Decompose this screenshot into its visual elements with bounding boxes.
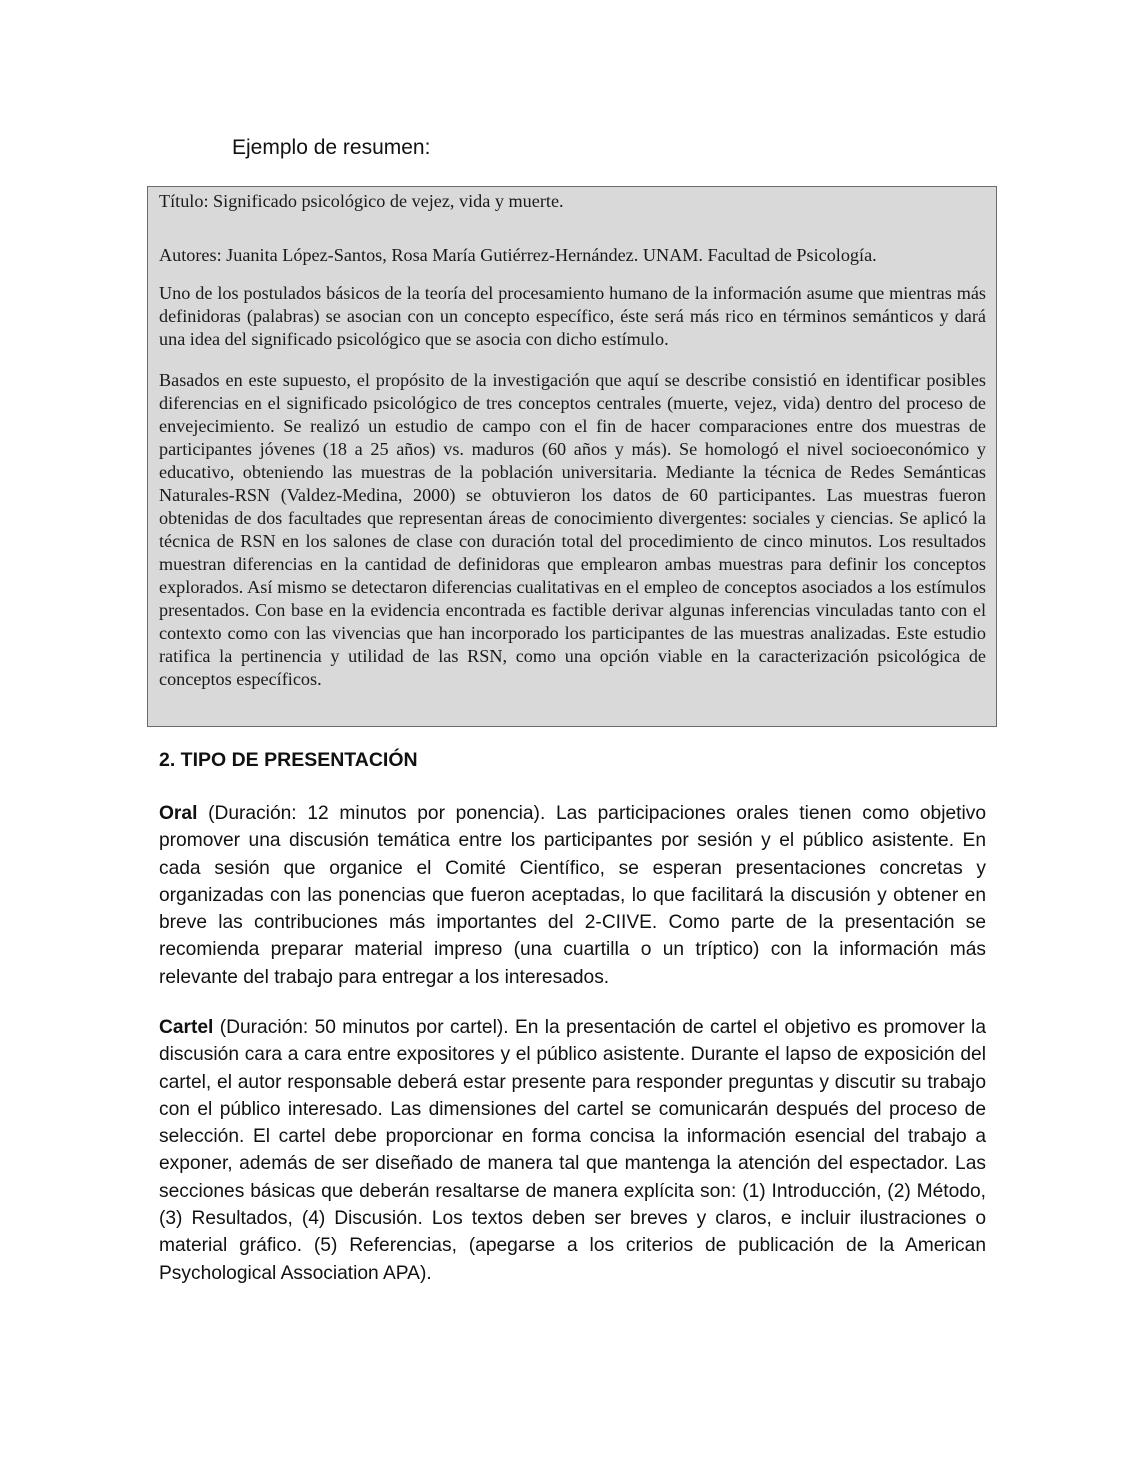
abstract-authors: Autores: Juanita López-Santos, Rosa María Gutiérrez-Hernández. UNAM. Facultad de Psicología. xyxy=(159,245,877,265)
section-heading: 2. TIPO DE PRESENTACIÓN xyxy=(159,749,418,771)
cartel-description xyxy=(159,1014,986,1287)
cartel-lead: Cartel xyxy=(159,1017,214,1038)
cartel-text: (Duración: 50 minutos por cartel). En la presentación de cartel el objetivo es promover la discusión cara a cara entre expositores y el público asistente. Durante el lapso de exposición del cartel, el autor responsable deberá estar presente para responder preguntas y discutir su trabajo con el público interesado. Las dimensiones del cartel se comunicarán después del proceso de selección. El cartel debe proporcionar en forma concisa la información esencial del trabajo a exponer, además de ser diseñado de manera tal que mantenga la atención del espectador. Las secciones básicas que deberán resaltarse de manera explícita son: (1) Introducción, (2) Método, (3) Resultados, (4) Discusión. Los textos deben ser breves y claros, e incluir ilustraciones o material gráfico. (5) Referencias, (apegarse a los criterios de publicación de la American Psychological Association APA). xyxy=(159,1017,986,1284)
abstract-box xyxy=(147,186,997,727)
cartel-paragraph xyxy=(159,1014,986,1287)
oral-paragraph xyxy=(159,800,986,991)
oral-description xyxy=(159,800,986,991)
example-abstract-label: Ejemplo de resumen: xyxy=(232,136,431,159)
abstract-title: Título: Significado psicológico de vejez, vida y muerte. xyxy=(159,191,564,211)
oral-lead: Oral xyxy=(159,803,198,824)
abstract-paragraph-1: Uno de los postulados básicos de la teoría del procesamiento humano de la información asume que mientras más definidoras (palabras) se asocian con un concepto específico, éste será más rico en términos semánticos y dará una idea del significado psicológico que se asocia con dicho estímulo. xyxy=(159,283,986,349)
oral-text: (Duración: 12 minutos por ponencia). Las participaciones orales tienen como objetivo promover una discusión temática entre los participantes por sesión y el público asistente. En cada sesión que organice el Comité Científico, se esperan presentaciones concretas y organizadas con las ponencias que fueron aceptadas, lo que facilitará la discusión y obtener en breve las contribuciones más importantes del 2-CIIVE. Como parte de la presentación se recomienda preparar material impreso (una cuartilla o un tríptico) con la información más relevante del trabajo para entregar a los interesados. xyxy=(159,803,986,988)
abstract-paragraph-2: Basados en este supuesto, el propósito de la investigación que aquí se describe consistió en identificar posibles diferencias en el significado psicológico de tres conceptos centrales (muerte, vejez, vida) dentro del proceso de envejecimiento. Se realizó un estudio de campo con el fin de hacer comparaciones entre dos muestras de participantes jóvenes (18 a 25 años) vs. maduros (60 años y más). Se homologó el nivel socioeconómico y educativo, obteniendo las muestras de la población universitaria. Mediante la técnica de Redes Semánticas Naturales-RSN (Valdez-Medina, 2000) se obtuvieron los datos de 60 participantes. Las muestras fueron obtenidas de dos facultades que representan áreas de conocimiento divergentes: sociales y ciencias. Se aplicó la técnica de RSN en los salones de clase con duración total del procedimiento de cinco minutos. Los resultados muestran diferencias en la cantidad de definidoras que emplearon ambas muestras para definir los conceptos explorados. Así mismo se detectaron diferencias cualitativas en el empleo de conceptos asociados a los estímulos presentados. Con base en la evidencia encontrada es factible derivar algunas inferencias vinculadas tanto con el contexto como con las vivencias que han incorporado los participantes de las muestras analizadas. Este estudio ratifica la pertinencia y utilidad de las RSN, como una opción viable en la caracterización psicológica de conceptos específicos. xyxy=(159,370,986,689)
